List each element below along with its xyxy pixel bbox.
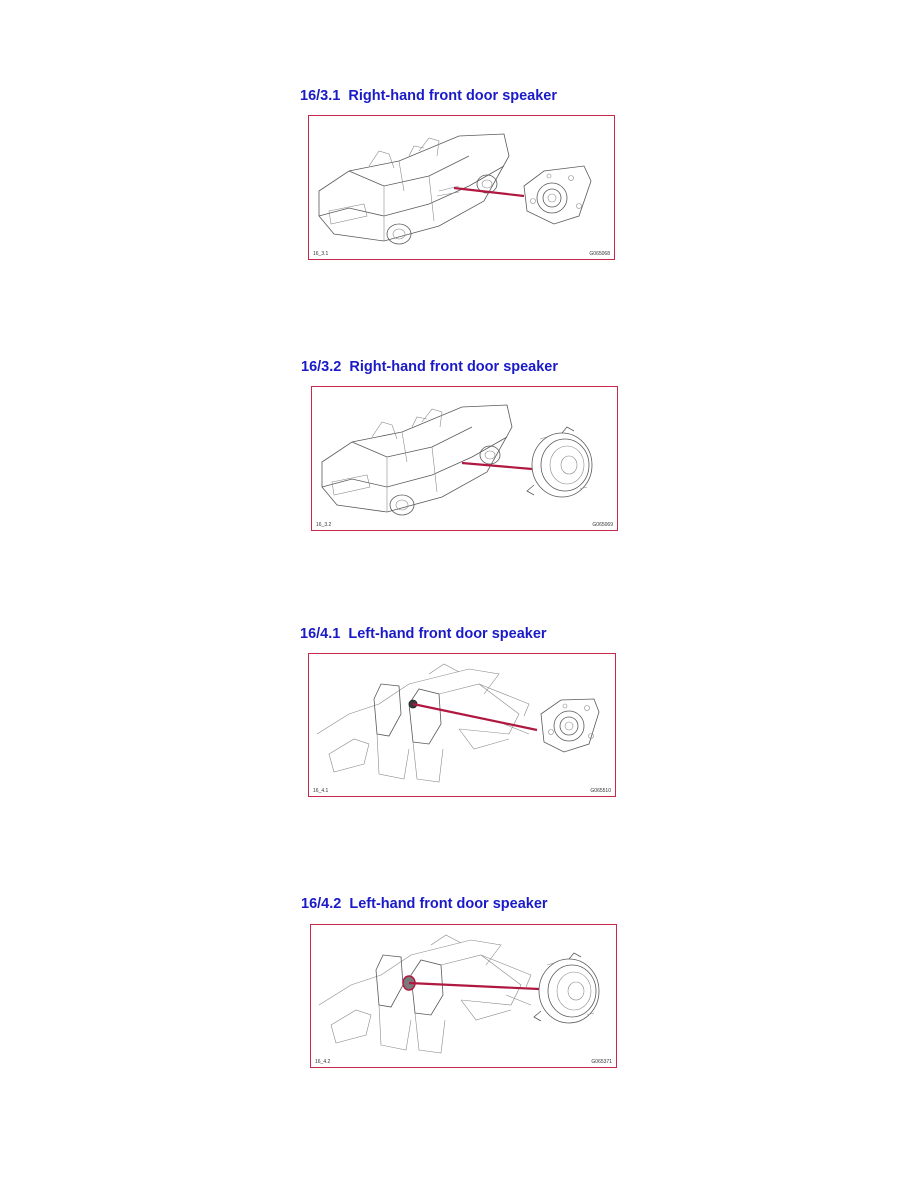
car-interior-illustration [309,654,616,797]
figure-16-3-2 [311,386,618,531]
figure-code-right: G065068 [589,251,610,257]
car-interior-illustration [311,925,617,1068]
figure-16-3-1 [308,115,615,260]
woofer-speaker-icon [527,427,592,497]
section-heading-16-3-1: 16/3.1 Right-hand front door speaker [300,88,558,104]
woofer-speaker-icon [534,953,599,1023]
figure-code-left: 16_3.2 [316,522,332,528]
figure-code-left: 16_3.1 [313,251,329,257]
figure-code-right: G065069 [592,522,613,528]
figure-code-left: 16_4.2 [315,1059,331,1065]
section-heading-16-3-2: 16/3.2 Right-hand front door speaker [301,359,559,375]
section-heading-16-4-2: 16/4.2 Left-hand front door speaker [301,896,548,912]
section-heading-16-4-1: 16/4.1 Left-hand front door speaker [300,626,547,642]
tweeter-speaker-icon [541,699,599,752]
car-exterior-illustration [309,116,615,260]
figure-code-right: G065371 [591,1059,612,1065]
figure-code-right: G065510 [590,788,611,794]
figure-16-4-1 [308,653,616,797]
tweeter-speaker-icon [524,166,591,224]
car-exterior-illustration [312,387,618,531]
figure-code-left: 16_4.1 [313,788,329,794]
figure-16-4-2 [310,924,617,1068]
